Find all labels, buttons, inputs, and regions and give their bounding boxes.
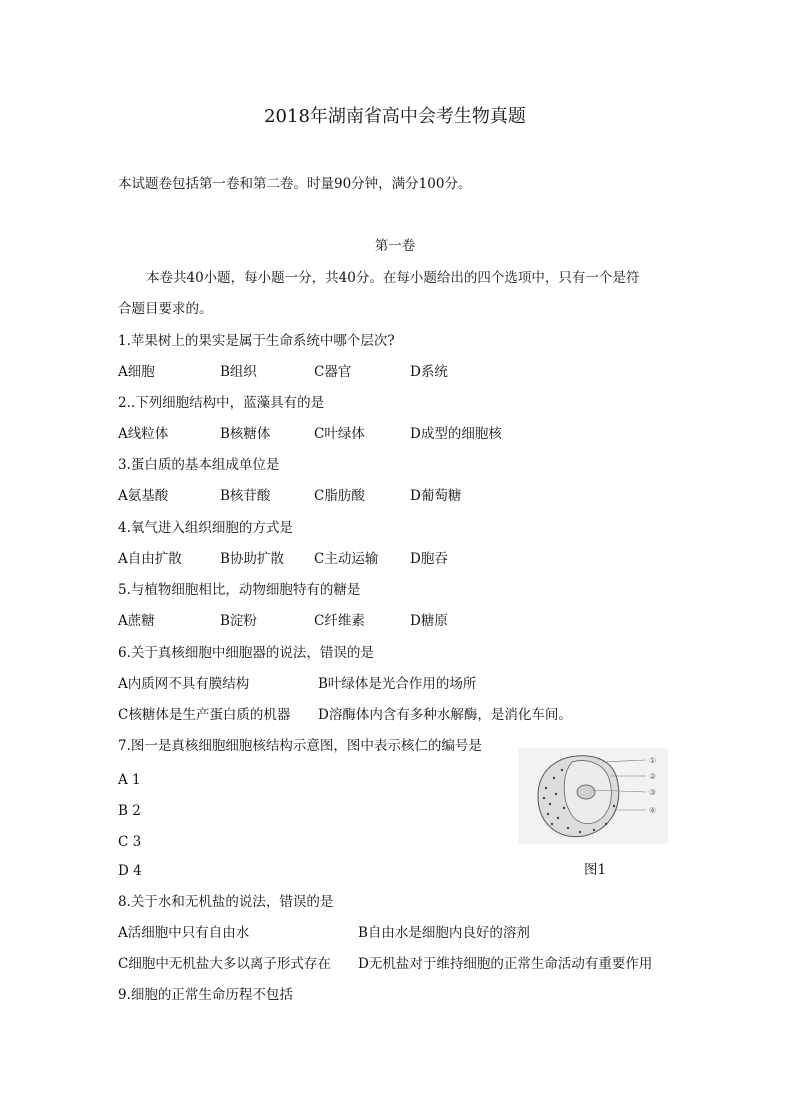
option-d: D 4	[118, 863, 142, 879]
option-b: B核糖体	[220, 426, 271, 442]
option-b: B核苷酸	[220, 488, 271, 504]
option-c: C细胞中无机盐大多以离子形式存在	[118, 956, 331, 972]
option-c: C叶绿体	[314, 426, 365, 442]
nucleolus	[577, 785, 595, 799]
option-d: D糖原	[410, 613, 448, 629]
question-stem: 7.图一是真核细胞细胞核结构示意图，图中表示核仁的编号是	[118, 738, 482, 754]
option-a: A线粒体	[118, 426, 169, 442]
option-b: B组织	[220, 364, 257, 380]
question-stem: 5.与植物细胞相比，动物细胞特有的糖是	[118, 582, 361, 598]
marker-4: ④	[649, 806, 657, 815]
option-a: A氨基酸	[118, 488, 169, 504]
marker-1: ①	[649, 756, 657, 765]
question-stem: 3.蛋白质的基本组成单位是	[118, 457, 280, 473]
document-title: 2018年湖南省高中会考生物真题	[264, 106, 526, 127]
option-a: A蔗糖	[118, 613, 155, 629]
option-d: D胞吞	[410, 551, 448, 567]
option-b: B协助扩散	[220, 551, 284, 567]
question-stem: 6.关于真核细胞中细胞器的说法，错误的是	[118, 645, 374, 661]
question-stem: 9.细胞的正常生命历程不包括	[118, 987, 293, 1003]
option-a: A细胞	[118, 364, 155, 380]
option-d: D成型的细胞核	[410, 426, 502, 442]
question-stem: 2..下列细胞结构中，蓝藻具有的是	[118, 395, 325, 411]
figure-caption: 图1	[584, 862, 607, 878]
option-d: D无机盐对于维持细胞的正常生命活动有重要作用	[358, 956, 653, 972]
question-stem: 8.关于水和无机盐的说法，错误的是	[118, 894, 334, 910]
option-d: D系统	[410, 364, 448, 380]
option-a: A 1	[118, 772, 141, 788]
option-c: C核糖体是生产蛋白质的机器	[118, 707, 291, 723]
option-a: A自由扩散	[118, 551, 182, 567]
marker-2: ②	[649, 772, 657, 781]
question-stem: 4.氧气进入组织细胞的方式是	[118, 520, 293, 536]
marker-3: ③	[649, 788, 657, 797]
option-b: B叶绿体是光合作用的场所	[318, 676, 477, 692]
option-d: D溶酶体内含有多种水解酶，是消化车间。	[318, 707, 572, 723]
nucleus-diagram	[518, 748, 668, 844]
section-instructions: 本卷共40小题，每小题一分，共40分。在每小题给出的四个选项中，只有一个是符	[146, 270, 640, 286]
option-a: A活细胞中只有自由水	[118, 925, 250, 941]
option-c: C纤维素	[314, 613, 365, 629]
option-c: C主动运输	[314, 551, 379, 567]
option-c: C脂肪酸	[314, 488, 365, 504]
nucleus-figure	[518, 748, 668, 844]
option-b: B自由水是细胞内良好的溶剂	[358, 925, 530, 941]
option-c: C器官	[314, 364, 352, 380]
exam-intro: 本试题卷包括第一卷和第二卷。时量90分钟，满分100分。	[118, 176, 472, 192]
option-b: B淀粉	[220, 613, 257, 629]
question-stem: 1.苹果树上的果实是属于生命系统中哪个层次?	[118, 333, 395, 349]
option-c: C 3	[118, 834, 142, 850]
section-heading: 第一卷	[374, 238, 416, 254]
option-d: D葡萄糖	[410, 488, 462, 504]
option-b: B 2	[118, 803, 141, 819]
section-instructions-cont: 合题目要求的。	[118, 301, 213, 317]
option-a: A内质网不具有膜结构	[118, 676, 250, 692]
